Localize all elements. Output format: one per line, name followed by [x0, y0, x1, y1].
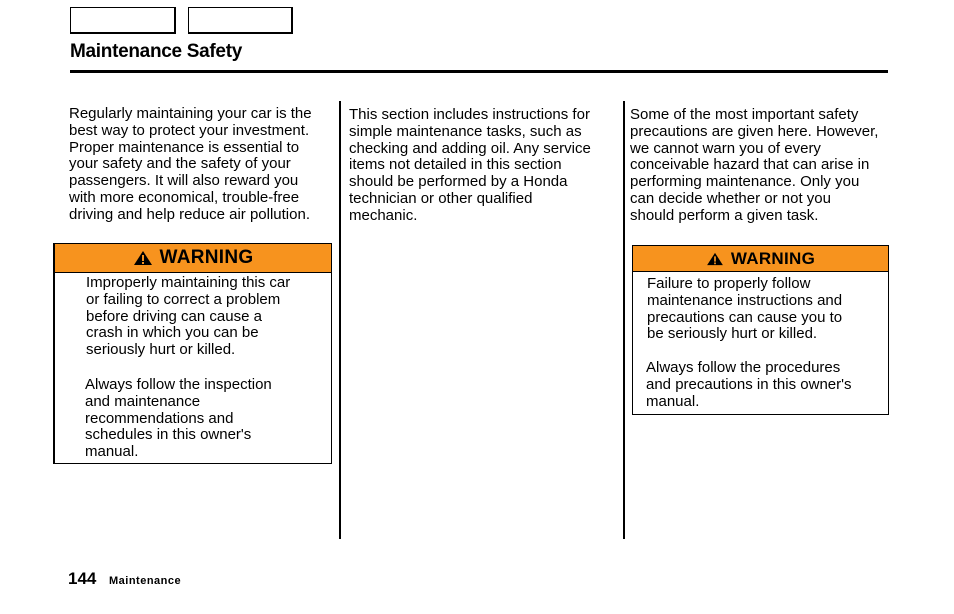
- warning-text: Improperly maintaining this car or failing to correct a problem before driving can cause a crash in which you can be seriously hurt or killed.: [86, 274, 291, 359]
- warning-box-maintenance: [53, 243, 332, 464]
- intro-paragraph: Regularly maintaining your car is the best way to protect your investment. Proper maintenance is essential to your safety and the safety of your passengers. It will also reward you with more economical, trouble-free driving and help reduce air pollution.: [69, 105, 312, 223]
- safety-precautions-paragraph: Some of the most important safety precautions are given here. However, we cannot warn you of every conceivable hazard that can arise in performing maintenance. Only you can decide whether or not you should perform a given task.: [630, 106, 879, 224]
- warning-label: WARNING: [730, 248, 816, 268]
- column-divider-2: [623, 101, 625, 539]
- title-rule: [70, 70, 888, 73]
- warning-header: [55, 244, 331, 273]
- page-title: Maintenance Safety: [70, 41, 242, 62]
- section-name: Maintenance: [109, 575, 182, 587]
- warning-box-procedures: [632, 245, 889, 415]
- warning-label: WARNING: [159, 247, 254, 268]
- warning-instruction: Always follow the procedures and precautions in this owner's manual.: [646, 359, 852, 410]
- nav-button-previous[interactable]: [70, 7, 176, 34]
- warning-triangle-icon: [706, 252, 724, 266]
- warning-triangle-icon: [133, 250, 153, 266]
- warning-instruction: Always follow the inspection and maintenance recommendations and schedules in this owner's manual.: [85, 376, 272, 461]
- column-divider-1: [339, 101, 341, 539]
- warning-text: Failure to properly follow maintenance instructions and precautions can cause you to be seriously hurt or killed.: [647, 275, 843, 343]
- page-number: 144: [68, 569, 97, 588]
- nav-button-next[interactable]: [188, 7, 293, 34]
- warning-header: [633, 246, 888, 272]
- section-scope-paragraph: This section includes instructions for simple maintenance tasks, such as checking and adding oil. Any service items not detailed in this section should be performed by a Honda technician or other qualified mechanic.: [349, 106, 591, 224]
